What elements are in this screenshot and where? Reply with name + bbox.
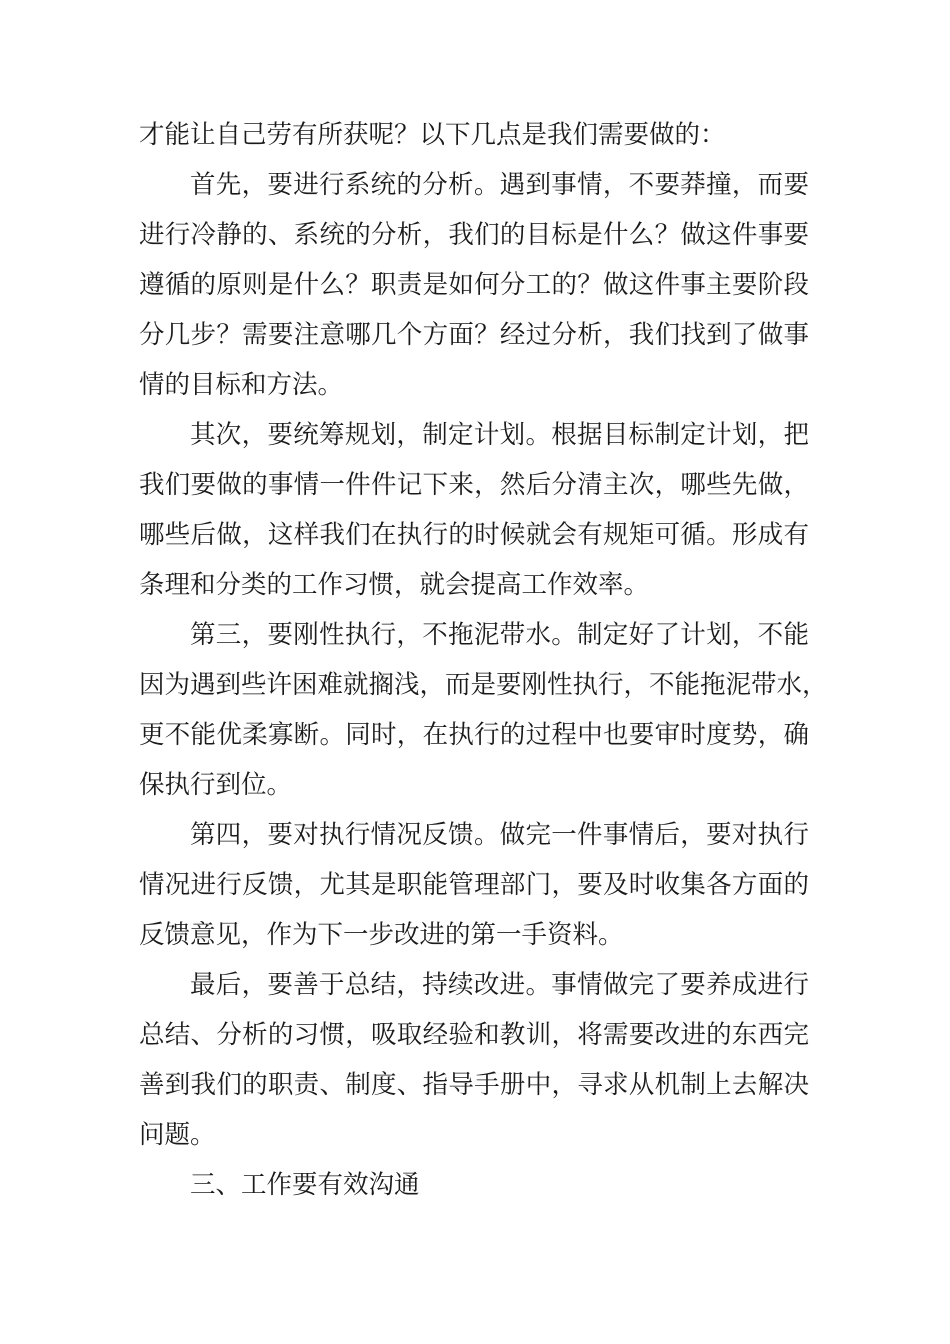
text-line: 最后，要善于总结，持续改进。事情做完了要养成进行	[190, 970, 809, 1000]
text-line: 保执行到位。	[139, 770, 293, 800]
text-line: 条理和分类的工作习惯，就会提高工作效率。	[139, 570, 650, 600]
text-line: 情况进行反馈，尤其是职能管理部门，要及时收集各方面的	[139, 870, 809, 900]
text-line: 才能让自己劳有所获呢？以下几点是我们需要做的：	[139, 120, 726, 150]
text-line: 进行冷静的、系统的分析，我们的目标是什么？做这件事要	[139, 220, 809, 250]
text-line: 我们要做的事情一件件记下来，然后分清主次，哪些先做，	[139, 470, 809, 500]
text-line: 情的目标和方法。	[139, 370, 344, 400]
text-line: 更不能优柔寡断。同时，在执行的过程中也要审时度势，确	[139, 720, 809, 750]
text-line: 因为遇到些许困难就搁浅，而是要刚性执行，不能拖泥带水，	[139, 670, 828, 700]
text-line: 第四，要对执行情况反馈。做完一件事情后，要对执行	[190, 820, 809, 850]
text-line: 分几步？需要注意哪几个方面？经过分析，我们找到了做事	[139, 320, 809, 350]
text-line: 三、工作要有效沟通	[190, 1170, 420, 1200]
text-line: 遵循的原则是什么？职责是如何分工的？做这件事主要阶段	[139, 270, 809, 300]
text-line: 反馈意见，作为下一步改进的第一手资料。	[139, 920, 624, 950]
text-line: 首先，要进行系统的分析。遇到事情，不要莽撞，而要	[190, 170, 809, 200]
text-line: 善到我们的职责、制度、指导手册中，寻求从机制上去解决	[139, 1070, 809, 1100]
text-line: 总结、分析的习惯，吸取经验和教训，将需要改进的东西完	[139, 1020, 809, 1050]
text-line: 问题。	[139, 1120, 216, 1150]
document-body	[139, 110, 828, 1210]
text-line: 其次，要统筹规划，制定计划。根据目标制定计划，把	[190, 420, 809, 450]
text-line: 哪些后做，这样我们在执行的时候就会有规矩可循。形成有	[139, 520, 809, 550]
text-line: 第三，要刚性执行，不拖泥带水。制定好了计划，不能	[190, 620, 809, 650]
